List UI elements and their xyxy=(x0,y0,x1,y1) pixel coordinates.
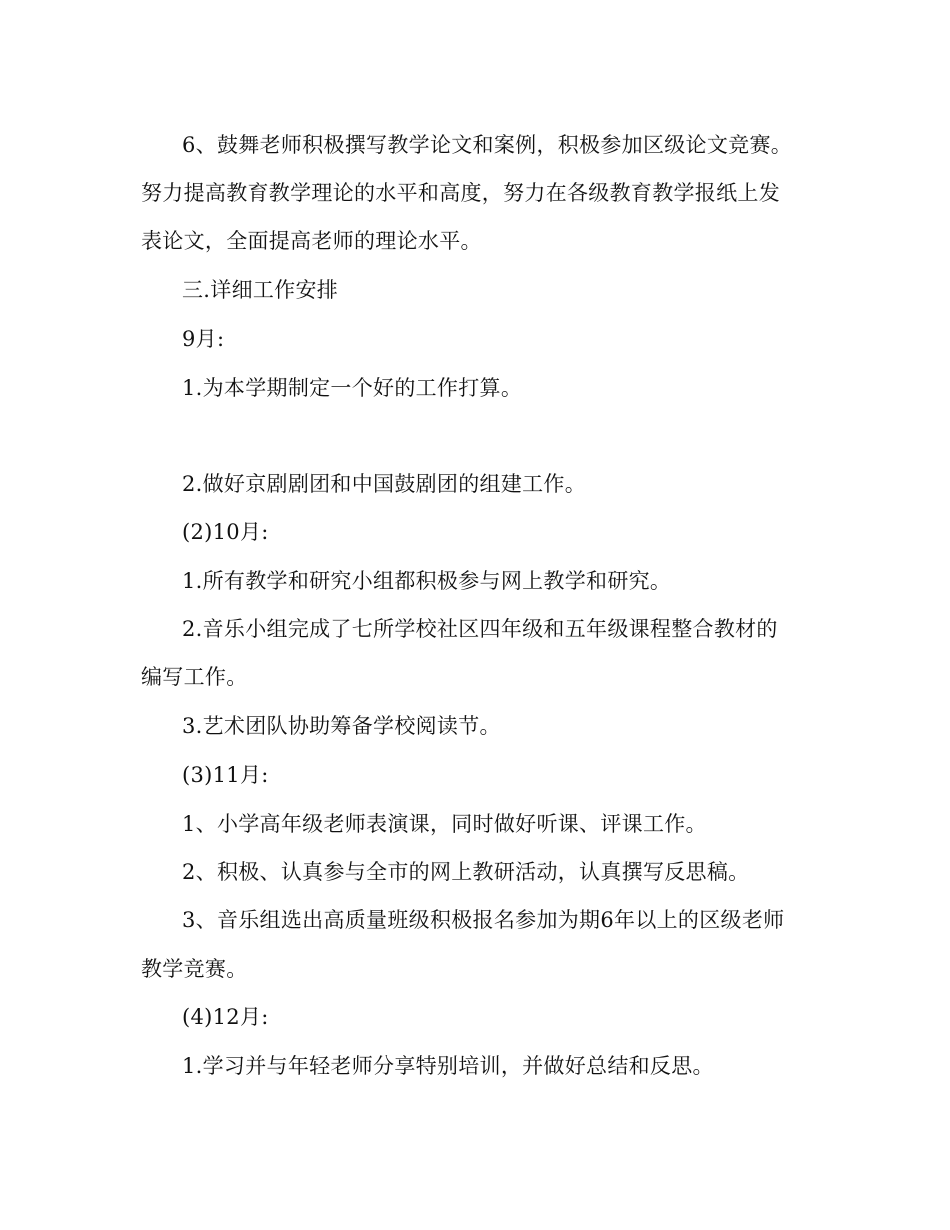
november-item-1: 1、小学高年级老师表演课，同时做好听课、评课工作。 xyxy=(182,812,707,836)
october-item-1: 1.所有教学和研究小组都积极参与网上教学和研究。 xyxy=(182,569,672,593)
paragraph-6-line-1: 6、鼓舞老师积极撰写教学论文和案例，积极参加区级论文竞赛。 xyxy=(182,133,793,157)
september-item-1: 1.为本学期制定一个好的工作打算。 xyxy=(182,376,523,400)
november-item-2: 2、积极、认真参与全市的网上教研活动，认真撰写反思稿。 xyxy=(182,860,750,884)
section-heading: 三.详细工作安排 xyxy=(182,278,339,302)
paragraph-6-line-3: 表论文，全面提高老师的理论水平。 xyxy=(141,229,482,253)
november-item-3-line-1: 3、音乐组选出高质量班级积极报名参加为期6年以上的区级老师 xyxy=(182,908,785,932)
month-heading-october: (2)10月: xyxy=(182,520,269,544)
month-heading-september: 9月: xyxy=(182,327,225,351)
december-item-1: 1.学习并与年轻老师分享特别培训，并做好总结和反思。 xyxy=(182,1054,714,1078)
november-item-3-line-2: 教学竞赛。 xyxy=(141,957,248,981)
september-item-2: 2.做好京剧剧团和中国鼓剧团的组建工作。 xyxy=(182,472,587,496)
paragraph-6-line-2: 努力提高教育教学理论的水平和高度，努力在各级教育教学报纸上发 xyxy=(141,181,780,205)
october-item-2-line-1: 2.音乐小组完成了七所学校社区四年级和五年级课程整合教材的 xyxy=(182,617,778,641)
month-heading-december: (4)12月: xyxy=(182,1005,269,1029)
october-item-2-line-2: 编写工作。 xyxy=(141,665,248,689)
october-item-3: 3.艺术团队协助筹备学校阅读节。 xyxy=(182,714,501,738)
month-heading-november: (3)11月: xyxy=(182,763,269,787)
